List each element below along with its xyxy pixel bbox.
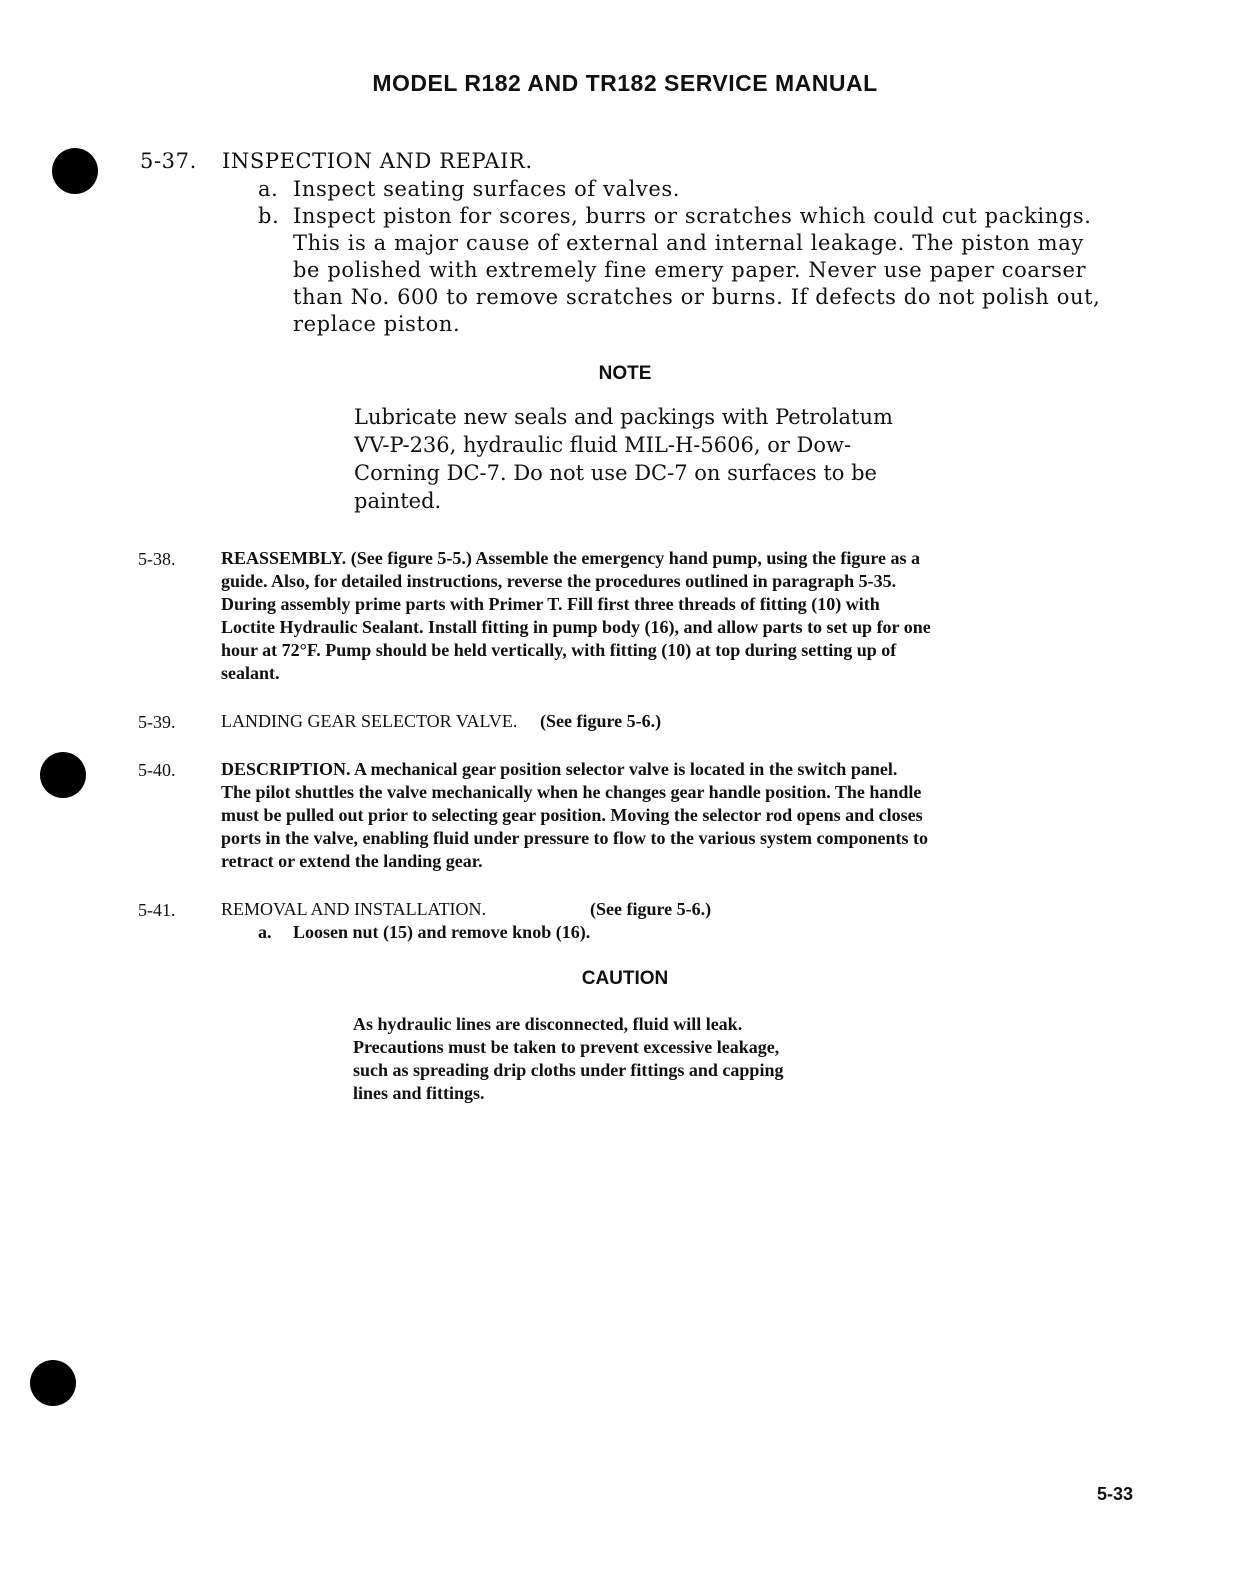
caution-line: As hydraulic lines are disconnected, fluid will leak. (353, 1014, 743, 1034)
note-line: Corning DC-7. Do not use DC-7 on surfaces to be (354, 461, 877, 485)
binder-hole-bottom (30, 1360, 76, 1406)
section-number-5-41: 5-41. (138, 900, 176, 920)
page-header: MODEL R182 AND TR182 SERVICE MANUAL (372, 70, 878, 96)
section-5-38-line: hour at 72°F. Pump should be held vertically, with fitting (10) at top during setting up of (221, 640, 897, 660)
section-5-38-line: Loctite Hydraulic Sealant. Install fitting in pump body (16), and allow parts to set up for one (221, 617, 931, 637)
section-number-5-38: 5-38. (138, 549, 176, 569)
caution-line: Precautions must be taken to prevent excessive leakage, (353, 1037, 780, 1057)
item-a-text: Inspect seating surfaces of valves. (293, 177, 681, 201)
section-ref-5-39: (See figure 5-6.) (540, 711, 662, 731)
section-title-5-41: REMOVAL AND INSTALLATION. (221, 899, 487, 919)
section-number-5-37: 5-37. (140, 149, 197, 173)
item-b-line: Inspect piston for scores, burrs or scratches which could cut packings. (293, 204, 1092, 228)
section-5-40-line: must be pulled out prior to selecting gear position. Moving the selector rod opens and closes (221, 805, 923, 825)
note-heading: NOTE (598, 363, 652, 384)
section-title-5-37: INSPECTION AND REPAIR. (222, 149, 533, 173)
section-ref-5-41: (See figure 5-6.) (590, 899, 712, 919)
caution-line: such as spreading drip cloths under fittings and capping (353, 1060, 784, 1080)
item-letter-b: b. (258, 204, 280, 228)
section-5-40-line: retract or extend the landing gear. (221, 851, 483, 871)
item-b-line: replace piston. (293, 312, 461, 336)
item-letter-a-5-41: a. (258, 922, 272, 942)
caution-heading: CAUTION (581, 968, 669, 989)
item-b-line: This is a major cause of external and internal leakage. The piston may (293, 231, 1084, 255)
section-5-40-line: DESCRIPTION. A mechanical gear position selector valve is located in the switch panel. (221, 759, 898, 779)
page-number: 5-33 (1097, 1484, 1134, 1504)
section-number-5-40: 5-40. (138, 760, 176, 780)
section-5-38-line: During assembly prime parts with Primer T. Fill first three threads of fitting (10) with (221, 594, 880, 614)
binder-hole-top (52, 148, 98, 194)
section-number-5-39: 5-39. (138, 712, 176, 732)
caution-line: lines and fittings. (353, 1083, 485, 1103)
section-5-38-line: REASSEMBLY. (See figure 5-5.) Assemble the emergency hand pump, using the figure as a (221, 548, 921, 568)
section-5-38-line: sealant. (221, 663, 280, 683)
binder-hole-middle (40, 752, 86, 798)
note-line: VV-P-236, hydraulic fluid MIL-H-5606, or Dow- (354, 433, 852, 457)
item-b-line: be polished with extremely fine emery paper. Never use paper coarser (293, 258, 1087, 282)
section-5-40-line: The pilot shuttles the valve mechanically when he changes gear handle position. The handle (221, 782, 922, 802)
item-a-text-5-41: Loosen nut (15) and remove knob (16). (293, 922, 591, 942)
section-title-5-39: LANDING GEAR SELECTOR VALVE. (221, 711, 518, 731)
note-line: painted. (354, 489, 442, 513)
note-line: Lubricate new seals and packings with Petrolatum (354, 405, 893, 429)
section-5-40-line: ports in the valve, enabling fluid under pressure to flow to the various system components to (221, 828, 929, 848)
item-b-line: than No. 600 to remove scratches or burns. If defects do not polish out, (293, 285, 1101, 309)
section-5-38-line: guide. Also, for detailed instructions, reverse the procedures outlined in paragraph 5-35. (221, 571, 897, 591)
item-letter-a: a. (258, 177, 279, 201)
